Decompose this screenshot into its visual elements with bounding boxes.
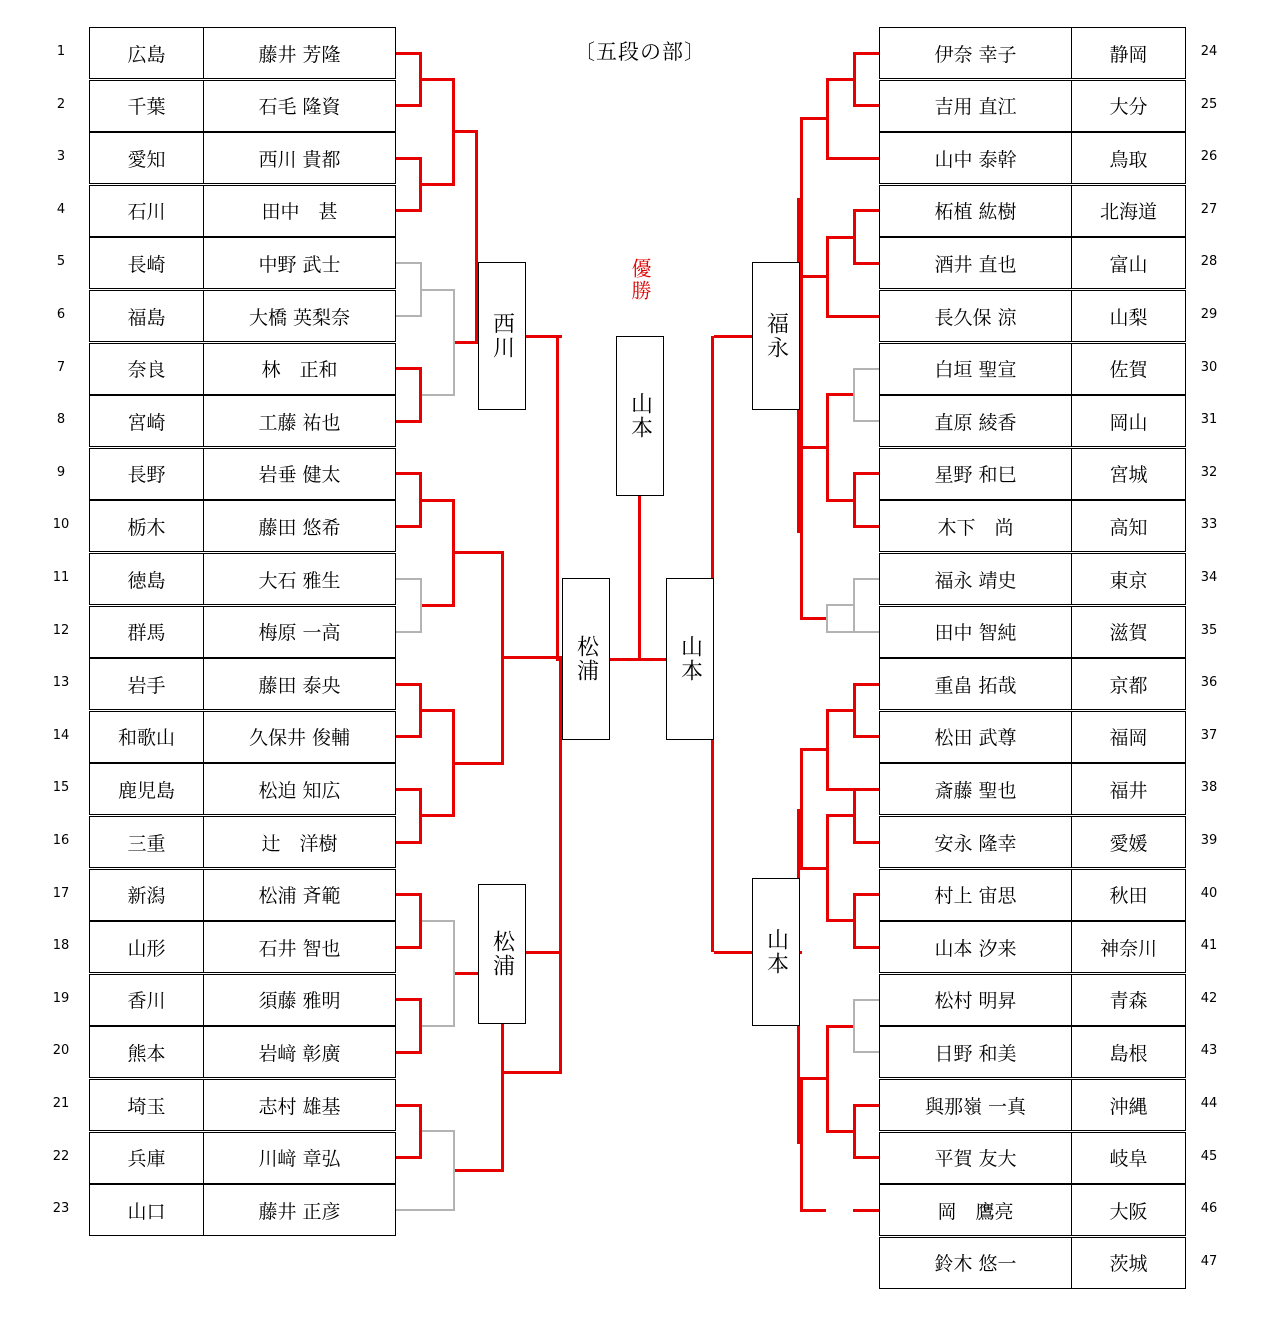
bracket-line-winner bbox=[826, 709, 853, 712]
player-name-cell: 岩﨑 彰廣 bbox=[203, 1026, 396, 1078]
seed-number: 20 bbox=[52, 1043, 70, 1059]
seed-number: 29 bbox=[1200, 307, 1218, 322]
bracket-line-winner bbox=[853, 895, 856, 948]
bracket-line-winner bbox=[853, 946, 879, 949]
seed-number: 23 bbox=[52, 1201, 70, 1217]
bracket-line-winner bbox=[826, 237, 829, 316]
bracket-line-winner bbox=[455, 762, 504, 765]
bracket-line-winner bbox=[826, 1130, 853, 1133]
player-name-cell: 平賀 友大 bbox=[879, 1132, 1072, 1184]
bracket-line-winner bbox=[826, 236, 853, 239]
seed-number: 33 bbox=[1200, 517, 1218, 533]
bracket-line-winner bbox=[853, 1156, 879, 1159]
player-name-cell: 木下 尚 bbox=[879, 500, 1072, 552]
bracket-line bbox=[826, 604, 853, 606]
bracket-line bbox=[422, 1130, 455, 1132]
player-name-cell: 村上 宙思 bbox=[879, 869, 1072, 921]
bracket-line-winner bbox=[853, 525, 879, 528]
bracket-line-winner bbox=[422, 814, 455, 817]
bracket-line bbox=[853, 369, 855, 422]
bracket-line-winner bbox=[800, 446, 826, 449]
winner-box-right-semi-upper: 福永 bbox=[752, 262, 800, 410]
seed-number: 3 bbox=[56, 149, 66, 165]
bracket-line-winner bbox=[826, 1025, 853, 1028]
bracket-line-winner bbox=[826, 816, 829, 921]
prefecture-cell: 群馬 bbox=[89, 606, 204, 658]
bracket-line-winner bbox=[504, 1071, 562, 1074]
player-name-cell: 酒井 直也 bbox=[879, 237, 1072, 289]
winner-box-left-semi-lower: 松浦 bbox=[478, 884, 526, 1024]
bracket-line-winner bbox=[826, 393, 853, 396]
seed-number: 46 bbox=[1200, 1201, 1218, 1217]
prefecture-cell: 徳島 bbox=[89, 553, 204, 605]
player-name-cell: 藤田 悠希 bbox=[203, 500, 396, 552]
seed-number: 27 bbox=[1200, 201, 1218, 217]
prefecture-cell: 大阪 bbox=[1071, 1184, 1186, 1236]
bracket-line bbox=[853, 420, 879, 422]
prefecture-cell: 長崎 bbox=[89, 237, 204, 289]
player-name-cell: 須藤 雅明 bbox=[203, 974, 396, 1026]
player-name-cell: 松浦 斉範 bbox=[203, 869, 396, 921]
bracket-line bbox=[422, 1025, 455, 1027]
bracket-line-winner bbox=[853, 893, 879, 896]
bracket-line bbox=[853, 578, 879, 580]
bracket-line-winner bbox=[853, 315, 879, 318]
seed-number: 30 bbox=[1200, 359, 1218, 375]
bracket-line-winner bbox=[800, 275, 826, 278]
seed-number: 34 bbox=[1200, 570, 1218, 585]
player-name-cell: 松迫 知広 bbox=[203, 763, 396, 815]
prefecture-cell: 島根 bbox=[1071, 1026, 1186, 1078]
player-name-cell: 藤井 芳隆 bbox=[203, 27, 396, 79]
player-name-cell: 梅原 一高 bbox=[203, 606, 396, 658]
seed-number: 42 bbox=[1200, 990, 1218, 1006]
winner-box-left-quarter-lower: 松浦 bbox=[562, 578, 610, 740]
bracket-line bbox=[853, 1000, 855, 1053]
bracket-line-winner bbox=[826, 814, 853, 817]
bracket-line-winner bbox=[455, 551, 504, 554]
prefecture-cell: 岡山 bbox=[1071, 395, 1186, 447]
bracket-line-winner bbox=[800, 748, 826, 751]
prefecture-cell: 山梨 bbox=[1071, 290, 1186, 342]
seed-number: 6 bbox=[56, 307, 66, 322]
bracket-line-winner bbox=[422, 183, 455, 186]
player-name-cell: 林 正和 bbox=[203, 343, 396, 395]
bracket-line bbox=[396, 1209, 422, 1211]
seed-number: 7 bbox=[56, 359, 66, 375]
bracket-line-winner bbox=[826, 157, 853, 160]
winner-box-left-semi-upper: 西川 bbox=[478, 262, 526, 410]
prefecture-cell: 青森 bbox=[1071, 974, 1186, 1026]
prefecture-cell: 長野 bbox=[89, 448, 204, 500]
prefecture-cell: 富山 bbox=[1071, 237, 1186, 289]
bracket-line-winner bbox=[638, 496, 641, 659]
bracket-line-winner bbox=[853, 841, 879, 844]
player-name-cell: 日野 和美 bbox=[879, 1026, 1072, 1078]
seed-number: 1 bbox=[56, 44, 66, 59]
prefecture-cell: 茨城 bbox=[1071, 1237, 1186, 1289]
seed-number: 5 bbox=[56, 254, 66, 270]
player-name-cell: 長久保 涼 bbox=[879, 290, 1072, 342]
bracket-line bbox=[422, 289, 455, 291]
seed-number: 11 bbox=[52, 570, 70, 585]
player-name-cell: 久保井 俊輔 bbox=[203, 711, 396, 763]
player-name-cell: 藤田 泰央 bbox=[203, 658, 396, 710]
player-name-cell: 川﨑 章弘 bbox=[203, 1132, 396, 1184]
prefecture-cell: 鳥取 bbox=[1071, 132, 1186, 184]
bracket-line-winner bbox=[853, 788, 879, 791]
bracket-line-winner bbox=[853, 474, 856, 527]
seed-number: 13 bbox=[52, 675, 70, 691]
player-name-cell: 吉用 直江 bbox=[879, 80, 1072, 132]
prefecture-cell: 岐阜 bbox=[1071, 1132, 1186, 1184]
prefecture-cell: 北海道 bbox=[1071, 185, 1186, 237]
prefecture-cell: 東京 bbox=[1071, 553, 1186, 605]
page-title: 〔五段の部〕 bbox=[574, 40, 706, 64]
prefecture-cell: 高知 bbox=[1071, 500, 1186, 552]
prefecture-cell: 熊本 bbox=[89, 1026, 204, 1078]
bracket-line bbox=[853, 368, 879, 370]
bracket-line-winner bbox=[800, 1077, 826, 1080]
seed-number: 37 bbox=[1200, 727, 1218, 743]
prefecture-cell: 千葉 bbox=[89, 80, 204, 132]
player-name-cell: 重畠 拓哉 bbox=[879, 658, 1072, 710]
bracket-line bbox=[853, 631, 879, 633]
bracket-line-winner bbox=[455, 1169, 504, 1172]
player-name-cell: 鈴木 悠一 bbox=[879, 1237, 1072, 1289]
bracket-line-winner bbox=[853, 472, 879, 475]
prefecture-cell: 奈良 bbox=[89, 343, 204, 395]
bracket-line-winner bbox=[422, 604, 455, 607]
bracket-line bbox=[422, 920, 455, 922]
seed-number: 2 bbox=[56, 96, 66, 112]
winner-box-right-semi-lower: 山本 bbox=[752, 878, 800, 1026]
bracket-line bbox=[396, 631, 422, 633]
bracket-line-winner bbox=[504, 656, 562, 659]
bracket-line-winner bbox=[853, 262, 879, 265]
bracket-line-winner bbox=[826, 315, 853, 318]
bracket-line-winner bbox=[476, 236, 478, 239]
bracket-line-winner bbox=[853, 1104, 879, 1107]
player-name-cell: 松村 明昇 bbox=[879, 974, 1072, 1026]
player-name-cell: 大石 雅生 bbox=[203, 553, 396, 605]
bracket-line bbox=[826, 605, 828, 631]
bracket-line-winner bbox=[556, 336, 559, 659]
bracket-line bbox=[853, 999, 879, 1001]
bracket-line-winner bbox=[800, 617, 826, 620]
prefecture-cell: 岩手 bbox=[89, 658, 204, 710]
player-name-cell: 伊奈 幸子 bbox=[879, 27, 1072, 79]
seed-number: 9 bbox=[56, 464, 66, 480]
bracket-line-winner bbox=[826, 79, 829, 158]
player-name-cell: 直原 綾香 bbox=[879, 395, 1072, 447]
seed-number: 43 bbox=[1200, 1043, 1218, 1059]
bracket-line-winner bbox=[826, 499, 853, 502]
seed-number: 47 bbox=[1200, 1253, 1218, 1269]
prefecture-cell: 宮崎 bbox=[89, 395, 204, 447]
bracket-line-winner bbox=[826, 788, 853, 791]
bracket-line bbox=[826, 631, 853, 633]
seed-number: 8 bbox=[56, 412, 66, 428]
bracket-line-winner bbox=[422, 78, 455, 81]
prefecture-cell: 神奈川 bbox=[1071, 921, 1186, 973]
bracket-line-winner bbox=[826, 78, 853, 81]
bracket-line-winner bbox=[826, 711, 829, 790]
seed-number: 45 bbox=[1200, 1148, 1218, 1164]
bracket-line-winner bbox=[853, 104, 879, 107]
prefecture-cell: 大分 bbox=[1071, 80, 1186, 132]
seed-number: 16 bbox=[52, 833, 70, 848]
seed-number: 41 bbox=[1200, 938, 1218, 954]
bracket-line-winner bbox=[853, 52, 879, 55]
player-name-cell: 與那嶺 一真 bbox=[879, 1079, 1072, 1131]
seed-number: 38 bbox=[1200, 780, 1218, 796]
bracket-line-winner bbox=[800, 867, 826, 870]
bracket-line-winner bbox=[422, 709, 455, 712]
prefecture-cell: 沖縄 bbox=[1071, 1079, 1186, 1131]
seed-number: 39 bbox=[1200, 833, 1218, 848]
player-name-cell: 田中 智純 bbox=[879, 606, 1072, 658]
prefecture-cell: 新潟 bbox=[89, 869, 204, 921]
seed-number: 10 bbox=[52, 517, 70, 533]
prefecture-cell: 静岡 bbox=[1071, 27, 1186, 79]
prefecture-cell: 石川 bbox=[89, 185, 204, 237]
player-name-cell: 安永 隆幸 bbox=[879, 816, 1072, 868]
bracket-line-winner bbox=[853, 683, 879, 686]
player-name-cell: 山本 汐来 bbox=[879, 921, 1072, 973]
seed-number: 18 bbox=[52, 938, 70, 954]
seed-number: 28 bbox=[1200, 254, 1218, 270]
player-name-cell: 志村 雄基 bbox=[203, 1079, 396, 1131]
bracket-line-winner bbox=[422, 499, 455, 502]
bracket-line-winner bbox=[714, 951, 754, 954]
player-name-cell: 白垣 聖宣 bbox=[879, 343, 1072, 395]
prefecture-cell: 山口 bbox=[89, 1184, 204, 1236]
player-name-cell: 岩垂 健太 bbox=[203, 448, 396, 500]
prefecture-cell: 鹿児島 bbox=[89, 763, 204, 815]
prefecture-cell: 栃木 bbox=[89, 500, 204, 552]
prefecture-cell: 埼玉 bbox=[89, 1079, 204, 1131]
player-name-cell: 星野 和巳 bbox=[879, 448, 1072, 500]
prefecture-cell: 宮城 bbox=[1071, 448, 1186, 500]
prefecture-cell: 広島 bbox=[89, 27, 204, 79]
prefecture-cell: 福岡 bbox=[1071, 711, 1186, 763]
seed-number: 26 bbox=[1200, 149, 1218, 165]
bracket-line bbox=[422, 394, 455, 396]
seed-number: 31 bbox=[1200, 412, 1218, 428]
prefecture-cell: 兵庫 bbox=[89, 1132, 204, 1184]
bracket-line-winner bbox=[800, 198, 803, 533]
seed-number: 21 bbox=[52, 1096, 70, 1111]
bracket-line-winner bbox=[714, 335, 754, 338]
prefecture-cell: 愛知 bbox=[89, 132, 204, 184]
seed-number: 36 bbox=[1200, 675, 1218, 691]
bracket-line bbox=[396, 578, 422, 580]
prefecture-cell: 京都 bbox=[1071, 658, 1186, 710]
player-name-cell: 工藤 祐也 bbox=[203, 395, 396, 447]
prefecture-cell: 福井 bbox=[1071, 763, 1186, 815]
bracket-line bbox=[396, 315, 422, 317]
prefecture-cell: 秋田 bbox=[1071, 869, 1186, 921]
bracket-line bbox=[853, 579, 855, 632]
bracket-line-winner bbox=[853, 157, 879, 160]
bracket-line-winner bbox=[826, 395, 829, 500]
prefecture-cell: 和歌山 bbox=[89, 711, 204, 763]
player-name-cell: 松田 武尊 bbox=[879, 711, 1072, 763]
player-name-cell: 西川 貴都 bbox=[203, 132, 396, 184]
prefecture-cell: 三重 bbox=[89, 816, 204, 868]
bracket-line-winner bbox=[800, 750, 803, 868]
prefecture-cell: 福島 bbox=[89, 290, 204, 342]
bracket-line-winner bbox=[853, 53, 856, 106]
seed-number: 32 bbox=[1200, 464, 1218, 480]
player-name-cell: 田中 甚 bbox=[203, 185, 396, 237]
bracket-line-winner bbox=[853, 684, 856, 737]
seed-number: 4 bbox=[56, 201, 66, 217]
player-name-cell: 斎藤 聖也 bbox=[879, 763, 1072, 815]
seed-number: 25 bbox=[1200, 96, 1218, 112]
bracket-line-winner bbox=[526, 951, 562, 954]
bracket-line-winner bbox=[826, 919, 853, 922]
player-name-cell: 石毛 隆資 bbox=[203, 80, 396, 132]
champion-box: 山本 bbox=[616, 336, 664, 496]
seed-number: 22 bbox=[52, 1148, 70, 1164]
bracket-line-winner bbox=[853, 1105, 856, 1158]
seed-number: 15 bbox=[52, 780, 70, 796]
prefecture-cell: 香川 bbox=[89, 974, 204, 1026]
player-name-cell: 大橋 英梨奈 bbox=[203, 290, 396, 342]
player-name-cell: 山中 泰幹 bbox=[879, 132, 1072, 184]
seed-number: 19 bbox=[52, 990, 70, 1006]
seed-number: 44 bbox=[1200, 1096, 1218, 1111]
champion-label: 優勝 bbox=[628, 258, 652, 302]
seed-number: 24 bbox=[1200, 44, 1218, 59]
bracket-line-winner bbox=[853, 209, 879, 212]
player-name-cell: 石井 智也 bbox=[203, 921, 396, 973]
prefecture-cell: 山形 bbox=[89, 921, 204, 973]
bracket-line-winner bbox=[800, 1079, 803, 1211]
player-name-cell: 福永 靖史 bbox=[879, 553, 1072, 605]
winner-box-right-final: 山本 bbox=[666, 578, 714, 740]
bracket-line bbox=[853, 1051, 879, 1053]
seed-number: 14 bbox=[52, 727, 70, 743]
prefecture-cell: 滋賀 bbox=[1071, 606, 1186, 658]
bracket-line-winner bbox=[853, 789, 856, 842]
prefecture-cell: 佐賀 bbox=[1071, 343, 1186, 395]
seed-number: 17 bbox=[52, 885, 70, 901]
bracket-line-winner bbox=[853, 1209, 879, 1212]
bracket-line-winner bbox=[853, 735, 879, 738]
player-name-cell: 辻 洋樹 bbox=[203, 816, 396, 868]
player-name-cell: 柘植 紘樹 bbox=[879, 185, 1072, 237]
bracket-line-winner bbox=[800, 1209, 826, 1212]
prefecture-cell: 愛媛 bbox=[1071, 816, 1186, 868]
seed-number: 40 bbox=[1200, 885, 1218, 901]
bracket-line-winner bbox=[800, 117, 826, 120]
player-name-cell: 岡 鷹亮 bbox=[879, 1184, 1072, 1236]
player-name-cell: 中野 武士 bbox=[203, 237, 396, 289]
seed-number: 12 bbox=[52, 622, 70, 638]
player-name-cell: 藤井 正彦 bbox=[203, 1184, 396, 1236]
bracket-line-winner bbox=[853, 211, 856, 264]
seed-number: 35 bbox=[1200, 622, 1218, 638]
bracket-line bbox=[422, 1209, 455, 1211]
bracket-line-winner bbox=[826, 1026, 829, 1131]
bracket-line bbox=[396, 262, 422, 264]
